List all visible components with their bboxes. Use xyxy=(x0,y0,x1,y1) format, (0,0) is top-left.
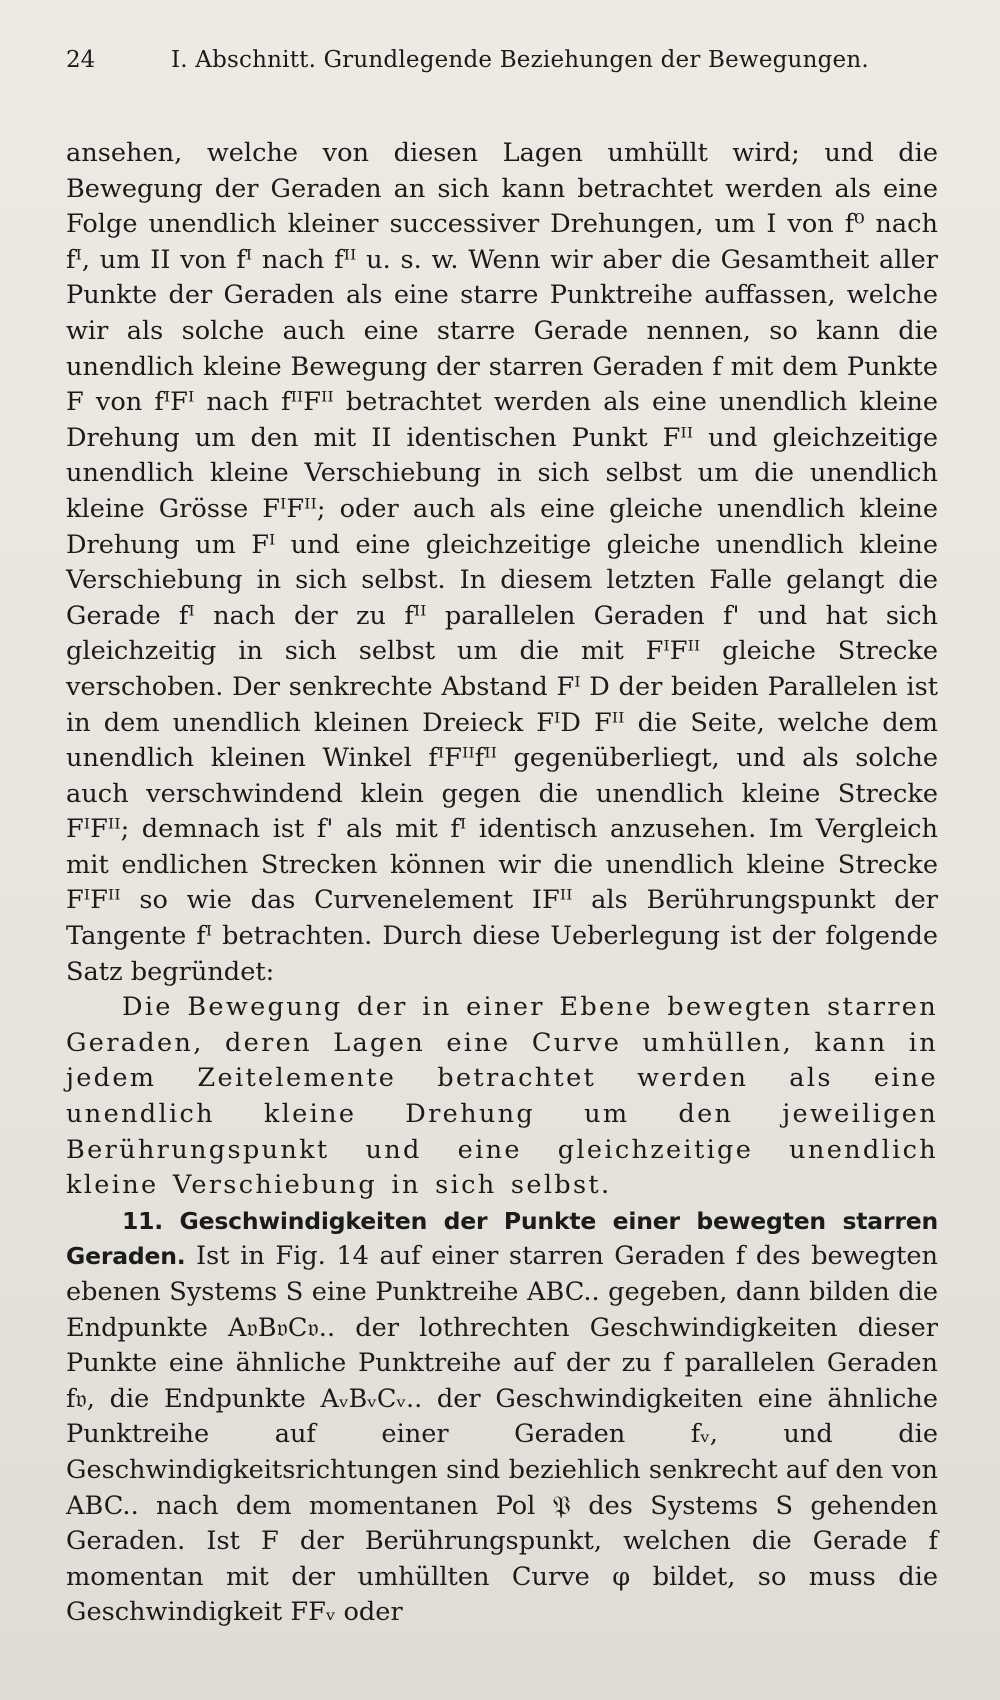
running-head: I. Abschnitt. Grundlegende Beziehungen der Bewegungen. xyxy=(171,47,869,73)
section-text: Ist in Fig. 14 auf einer starren Geraden f des bewegten ebenen Systems S eine Punktreihe ABC.. gegeben, dann bilden die Endpunkte A𝔳B𝔳C𝔳.. der lothrechten Geschwindigkeiten dieser Punkte eine ähnliche Punktreihe auf der zu f parallelen Geraden f𝔳, die Endpunkte AᵥBᵥCᵥ.. der Geschwindigkeiten eine ähnliche Punktreihe auf einer Geraden fᵥ, und die Geschwindigkeitsrichtungen sind beziehlich senkrecht auf den von ABC.. nach dem momentanen Pol 𝔓 des Systems S gehenden Geraden. Ist F der Berührungspunkt, welchen die Gerade f momentan mit der umhüllten Curve φ bildet, so muss die Geschwindigkeit FFᵥ oder xyxy=(66,1241,938,1628)
paragraph-theorem: Die Bewegung der in einer Ebene bewegten starren Geraden, deren Lagen eine Curve umhüllen, kann in jedem Zeitelemente betrachtet werden als eine unendlich kleine Drehung um den jeweiligen Berührungspunkt und eine gleichzeitige unendlich kleine Verschiebung in sich selbst. xyxy=(66,992,938,1201)
section-heading: 11. Geschwindigkeiten der Punkte einer bewegten starren Geraden. xyxy=(66,1206,938,1271)
paragraph-continuation: ansehen, welche von diesen Lagen umhüllt wird; und die Bewegung der Geraden an sich kann betrachtet werden als eine Folge unendlich kleiner successiver Drehungen, um I von f⁰ nach fᴵ, um II von fᴵ nach fᴵᴵ u. s. w. Wenn wir aber die Gesamtheit aller Punkte der Geraden als eine starre Punktreihe auffassen, welche wir als solche auch eine starre Gerade nennen, so kann die unendlich kleine Bewegung der starren Geraden f mit dem Punkte F von fᴵFᴵ nach fᴵᴵFᴵᴵ betrachtet werden als eine unendlich kleine Drehung um den mit II identischen Punkt Fᴵᴵ und gleichzeitige unendlich kleine Verschiebung in sich selbst um die unendlich kleine Grösse FᴵFᴵᴵ; oder auch als eine gleiche unendlich kleine Drehung um Fᴵ und eine gleichzeitige gleiche unendlich kleine Verschiebung in sich selbst. In diesem letzten Falle gelangt die Gerade fᴵ nach der zu fᴵᴵ parallelen Geraden f' und hat sich gleichzeitig in sich selbst um die mit FᴵFᴵᴵ gleiche Strecke verschoben. Der senkrechte Abstand Fᴵ D der beiden Parallelen ist in dem unendlich kleinen Dreieck FᴵD Fᴵᴵ die Seite, welche dem unendlich kleinen Winkel fᴵFᴵᴵfᴵᴵ gegenüberliegt, und als solche auch verschwindend klein gegen die unendlich kleine Strecke FᴵFᴵᴵ; demnach ist f' als mit fᴵ identisch anzusehen. Im Vergleich mit endlichen Strecken können wir die unendlich kleine Strecke FᴵFᴵᴵ so wie das Curvenelement IFᴵᴵ als Berührungspunkt der Tangente fᴵ betrachten. Durch diese Ueberlegung ist der folgende Satz begründet: xyxy=(66,138,938,987)
section-11 xyxy=(66,1204,938,1631)
page-header xyxy=(66,40,938,80)
page-body xyxy=(66,136,938,1631)
page-number: 24 xyxy=(66,47,96,73)
